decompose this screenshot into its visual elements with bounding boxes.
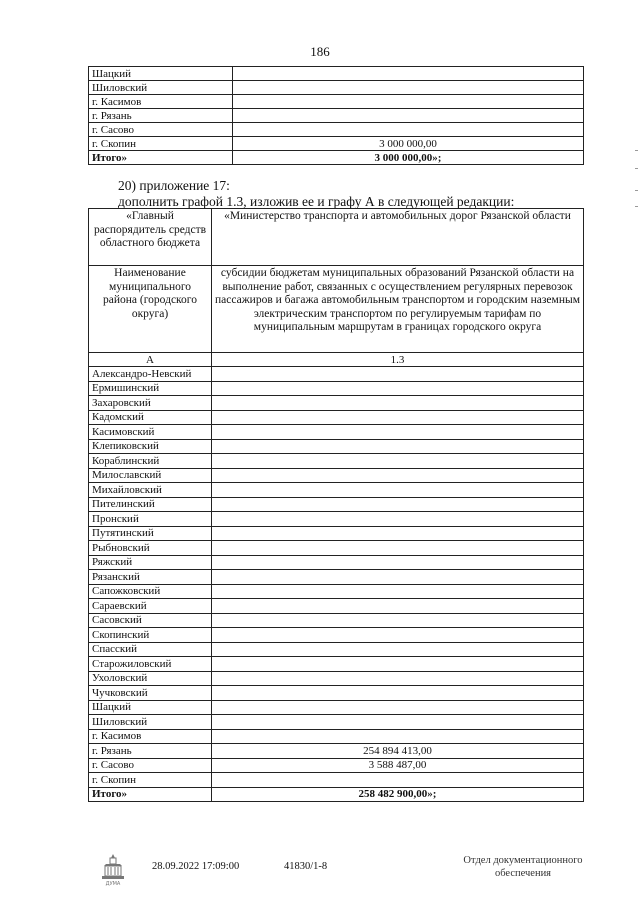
district-name-cell: Ухоловский (89, 671, 212, 686)
amount-cell: 3 000 000,00 (233, 137, 584, 151)
table-row (89, 613, 584, 628)
amount-cell (212, 381, 584, 396)
column-1-3-label: 1.3 (212, 353, 584, 367)
table-row (89, 715, 584, 730)
duma-emblem-icon (98, 852, 128, 886)
amount-cell (212, 454, 584, 469)
amount-cell (212, 686, 584, 701)
table-row (89, 123, 584, 137)
amount-cell (233, 109, 584, 123)
district-name-cell: Кадомский (89, 410, 212, 425)
district-name-cell: г. Сасово (89, 123, 233, 137)
district-name-cell: Путятинский (89, 526, 212, 541)
district-name-cell: Шиловский (89, 715, 212, 730)
amount-cell (212, 396, 584, 411)
margin-tick (635, 190, 638, 191)
amendment-item-text: дополнить графой 1.3, изложив ее и графу А в следующей редакции: (118, 194, 515, 209)
district-name-cell: г. Касимов (89, 95, 233, 109)
table-row (89, 628, 584, 643)
table-total-row (89, 787, 584, 802)
district-name-cell: г. Касимов (89, 729, 212, 744)
footer-doc-number: 41830/1-8 (284, 861, 328, 872)
table-row (89, 657, 584, 672)
table-row (89, 758, 584, 773)
table-row (89, 642, 584, 657)
table-row (89, 773, 584, 788)
footer-department-line2: обеспечения (494, 868, 552, 879)
table-row (89, 95, 584, 109)
table-row (89, 671, 584, 686)
amount-cell (233, 81, 584, 95)
district-name-cell: Милославский (89, 468, 212, 483)
amount-cell (212, 512, 584, 527)
amount-cell (212, 700, 584, 715)
table-row (89, 468, 584, 483)
district-name-cell: Шацкий (89, 700, 212, 715)
table-row (89, 686, 584, 701)
amount-cell (212, 468, 584, 483)
table-row (89, 729, 584, 744)
margin-tick (635, 206, 638, 207)
district-name-cell: Сапожковский (89, 584, 212, 599)
table-row (89, 497, 584, 512)
amount-cell (212, 642, 584, 657)
district-name-cell: Михайловский (89, 483, 212, 498)
amount-cell (212, 526, 584, 541)
district-name-cell: Захаровский (89, 396, 212, 411)
district-name-cell: Шиловский (89, 81, 233, 95)
table-row (89, 439, 584, 454)
district-name-cell: Ермишинский (89, 381, 212, 396)
district-name-cell: г. Рязань (89, 744, 212, 759)
district-name-cell: Пронский (89, 512, 212, 527)
table-row (89, 425, 584, 440)
amount-cell: 3 000 000,00»; (233, 151, 584, 165)
district-name-cell: г. Скопин (89, 137, 233, 151)
district-name-cell: Итого» (89, 787, 212, 802)
table-row (89, 570, 584, 585)
amount-cell (233, 95, 584, 109)
district-name-cell: Сараевский (89, 599, 212, 614)
column-a-label: А (89, 353, 212, 367)
amount-cell (212, 671, 584, 686)
table-row (89, 512, 584, 527)
table-row (89, 396, 584, 411)
amount-cell (212, 584, 584, 599)
amount-cell (212, 439, 584, 454)
header-distributor-label: «Главный распорядитель средств областного бюджета (89, 209, 212, 266)
footer-department (438, 854, 608, 880)
amount-cell (212, 410, 584, 425)
header-district-label: Наименование муниципального района (городского округа) (89, 266, 212, 353)
district-name-cell: Александро-Невский (89, 367, 212, 382)
amount-cell: 3 588 487,00 (212, 758, 584, 773)
header-distributor-value: «Министерство транспорта и автомобильных дорог Рязанской области (212, 209, 584, 266)
district-name-cell: Рязанский (89, 570, 212, 585)
district-name-cell: Кораблинский (89, 454, 212, 469)
district-name-cell: Клепиковский (89, 439, 212, 454)
table-row (89, 584, 584, 599)
amount-cell (212, 628, 584, 643)
district-name-cell: Ряжский (89, 555, 212, 570)
header-row-name (89, 266, 584, 353)
amount-cell (212, 367, 584, 382)
district-name-cell: г. Скопин (89, 773, 212, 788)
amount-cell (212, 555, 584, 570)
amount-cell (212, 729, 584, 744)
amount-cell: 258 482 900,00»; (212, 787, 584, 802)
table-row (89, 700, 584, 715)
table-previous-page-tail (88, 66, 584, 165)
amount-cell (212, 483, 584, 498)
district-name-cell: Чучковский (89, 686, 212, 701)
table-row (89, 81, 584, 95)
table-total-row (89, 151, 584, 165)
footer-datetime: 28.09.2022 17:09:00 (152, 861, 240, 872)
table-row (89, 67, 584, 81)
district-name-cell: Шацкий (89, 67, 233, 81)
table-row (89, 555, 584, 570)
amount-cell (212, 657, 584, 672)
table-row (89, 381, 584, 396)
emblem-text: ДУМА (105, 881, 121, 886)
table-appendix-17 (88, 208, 584, 802)
amendment-item-title: 20) приложение 17: (118, 178, 230, 193)
amount-cell (233, 67, 584, 81)
district-name-cell: г. Сасово (89, 758, 212, 773)
amount-cell (212, 497, 584, 512)
table-row (89, 454, 584, 469)
district-name-cell: Пителинский (89, 497, 212, 512)
amount-cell (212, 613, 584, 628)
district-name-cell: г. Рязань (89, 109, 233, 123)
amount-cell (212, 425, 584, 440)
district-name-cell: Скопинский (89, 628, 212, 643)
district-name-cell: Старожиловский (89, 657, 212, 672)
margin-tick (635, 150, 638, 151)
header-row-distributor (89, 209, 584, 266)
district-name-cell: Сасовский (89, 613, 212, 628)
amount-cell (212, 773, 584, 788)
district-name-cell: Итого» (89, 151, 233, 165)
district-name-cell: Рыбновский (89, 541, 212, 556)
header-subsidy-description: субсидии бюджетам муниципальных образований Рязанской области на выполнение работ, связанных с осуществлением регулярных перевозок пассажиров и багажа автомобильным транспортом и городским наземным электрическим транспортом по регулируемым тарифам по муниципальным маршрутам в границах городского округа (212, 266, 584, 353)
amount-cell (212, 570, 584, 585)
table-row (89, 483, 584, 498)
footer-department-line1: Отдел документационного (463, 855, 583, 866)
amount-cell: 254 894 413,00 (212, 744, 584, 759)
table-row (89, 541, 584, 556)
district-name-cell: Спасский (89, 642, 212, 657)
amount-cell (233, 123, 584, 137)
amount-cell (212, 541, 584, 556)
table-row (89, 410, 584, 425)
table-row (89, 109, 584, 123)
table-row (89, 367, 584, 382)
margin-tick (635, 168, 638, 169)
table-row (89, 137, 584, 151)
page-number: 186 (310, 44, 330, 59)
table-row (89, 744, 584, 759)
district-name-cell: Касимовский (89, 425, 212, 440)
column-index-row (89, 353, 584, 367)
amount-cell (212, 715, 584, 730)
amount-cell (212, 599, 584, 614)
table-row (89, 526, 584, 541)
table-row (89, 599, 584, 614)
